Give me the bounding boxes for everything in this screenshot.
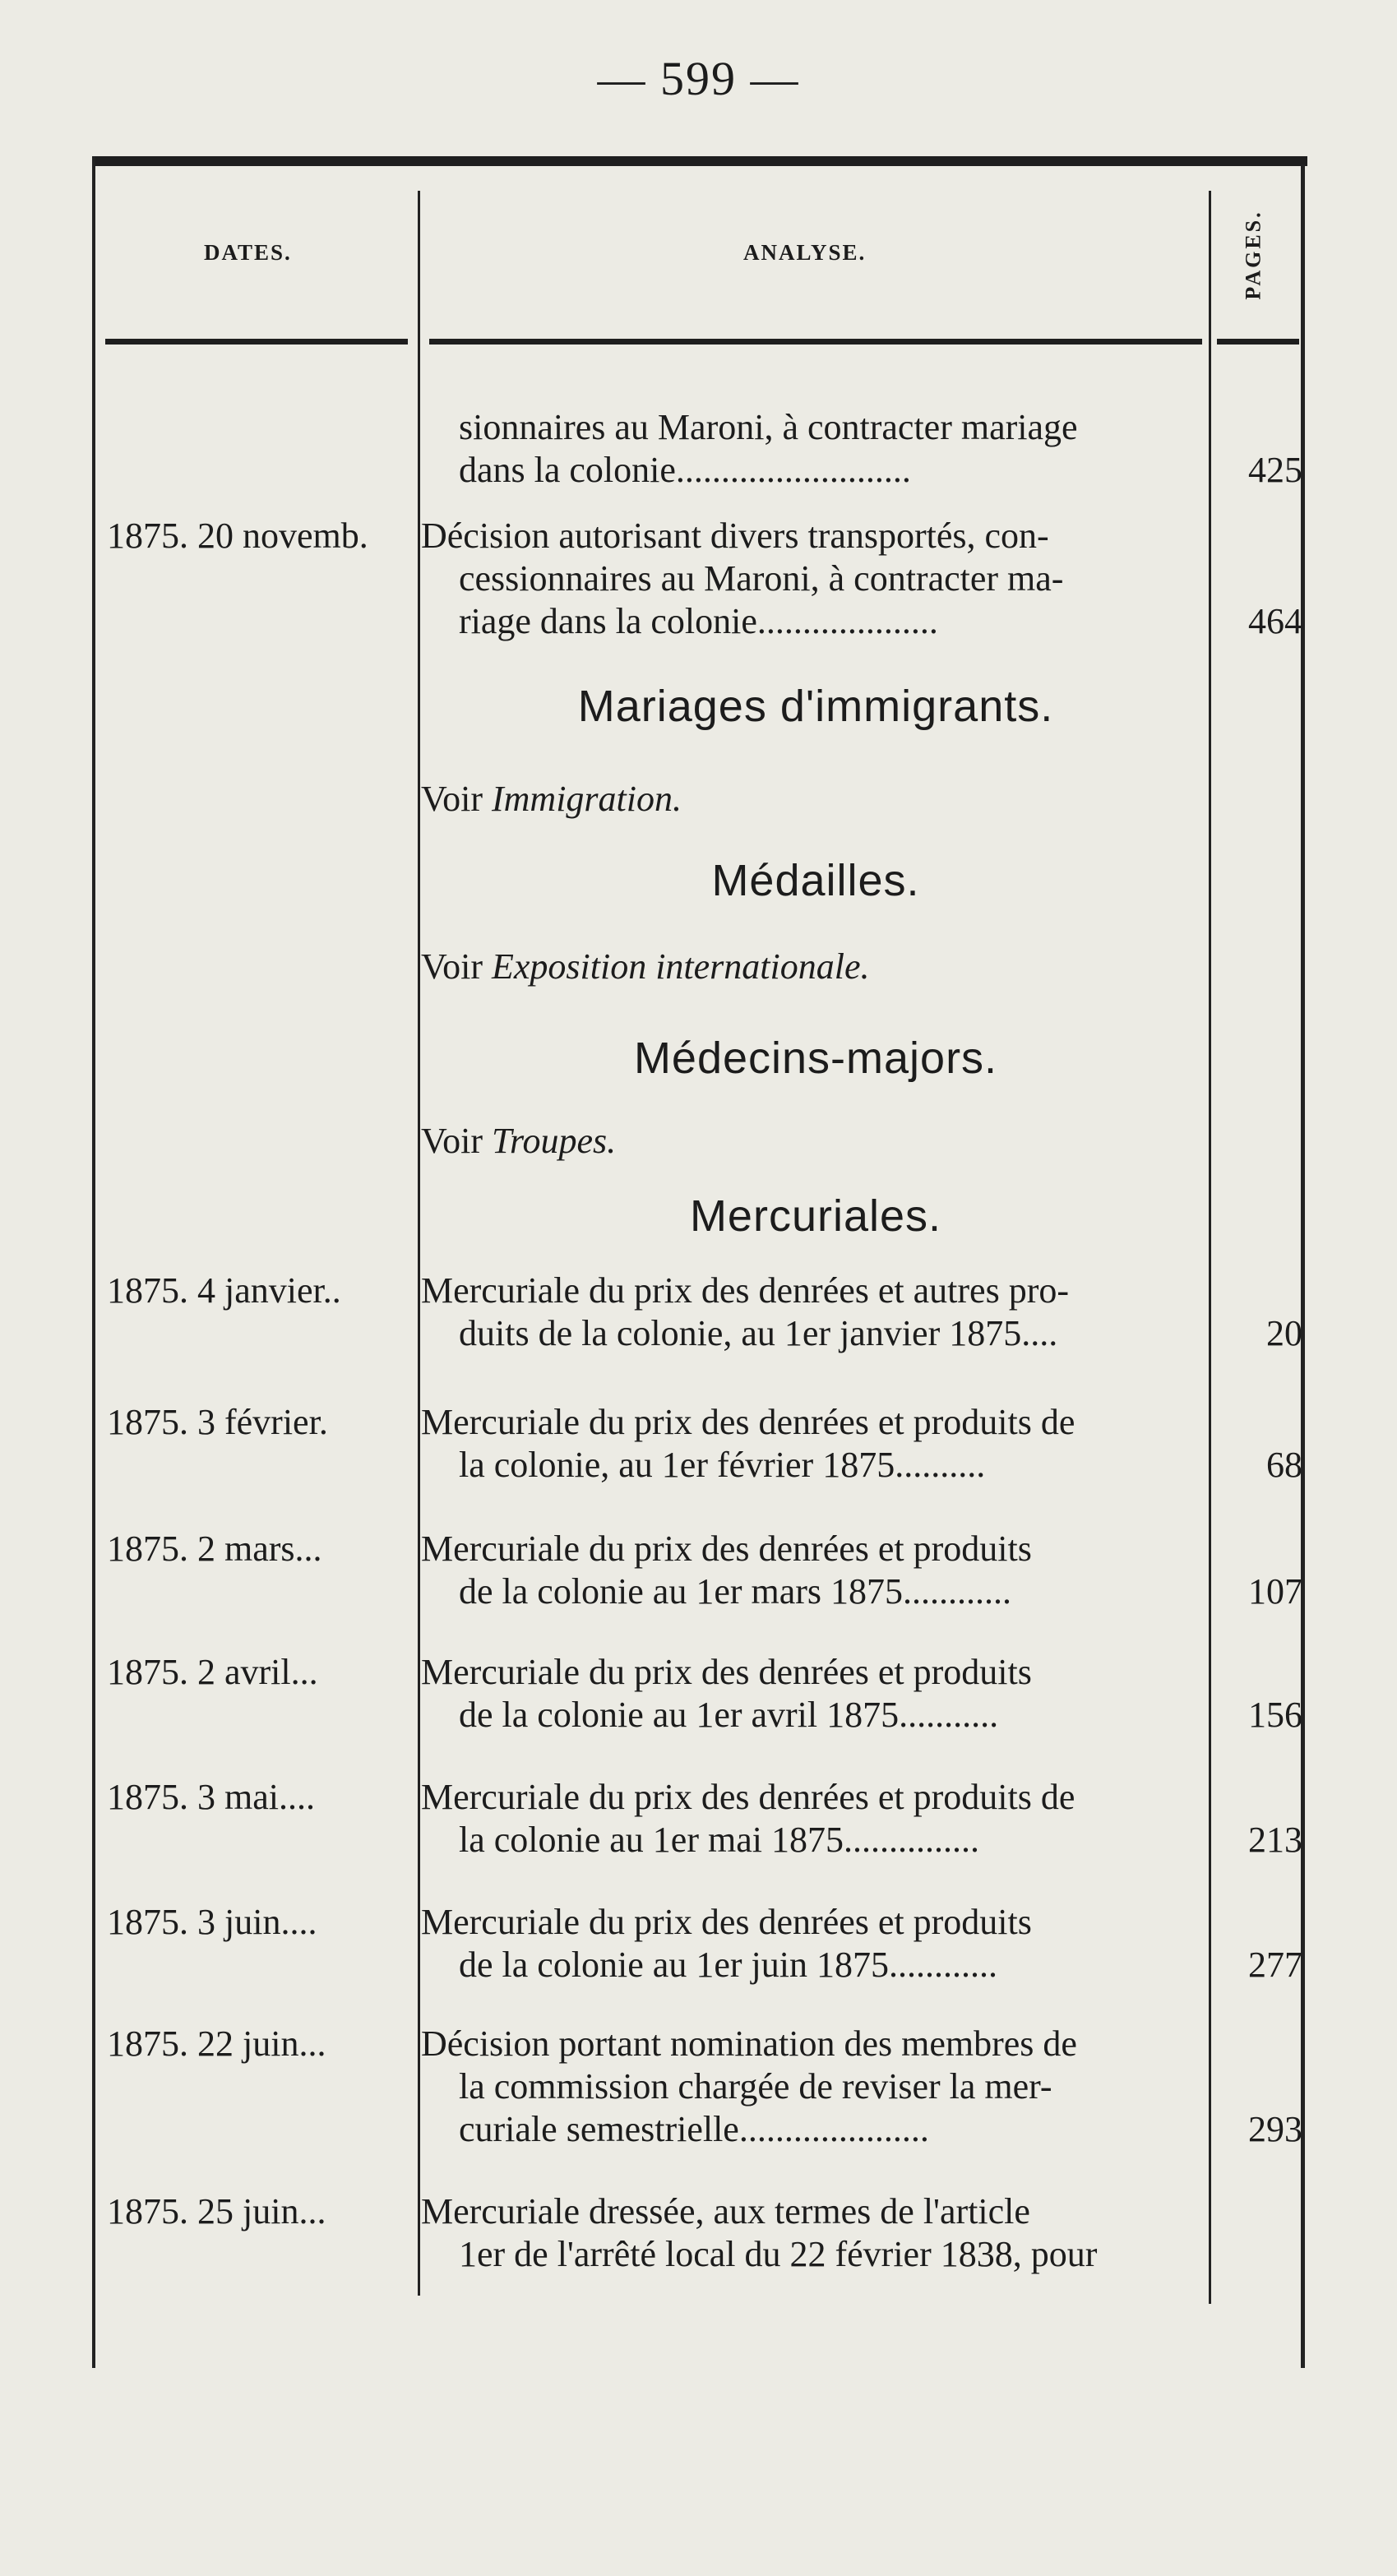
section-title-medailles: Médailles.	[711, 856, 920, 905]
header-analyse: ANALYSE.	[743, 240, 867, 265]
table-frame-top	[92, 156, 1307, 166]
column-divider-dates	[418, 191, 420, 2296]
header-pages: PAGES.	[1241, 210, 1265, 300]
header-rule-pages	[1217, 339, 1299, 345]
see-also-immigration: Voir Immigration.	[421, 779, 682, 819]
see-also-exposition: Voir Exposition internationale.	[421, 946, 870, 987]
table-frame-right	[1301, 164, 1305, 2368]
page-number: — 599 —	[597, 52, 800, 105]
see-also-troupes: Voir Troupes.	[421, 1121, 617, 1161]
section-title-mercuriales: Mercuriales.	[689, 1191, 942, 1241]
section-title-medecins: Médecins-majors.	[633, 1034, 998, 1083]
header-rule-dates	[105, 339, 408, 345]
column-divider-pages	[1209, 191, 1211, 2304]
table-frame-left	[92, 156, 95, 2368]
header-dates: DATES.	[204, 240, 292, 265]
section-title-mariages: Mariages d'immigrants.	[577, 682, 1054, 731]
header-rule-analyse	[429, 339, 1202, 345]
